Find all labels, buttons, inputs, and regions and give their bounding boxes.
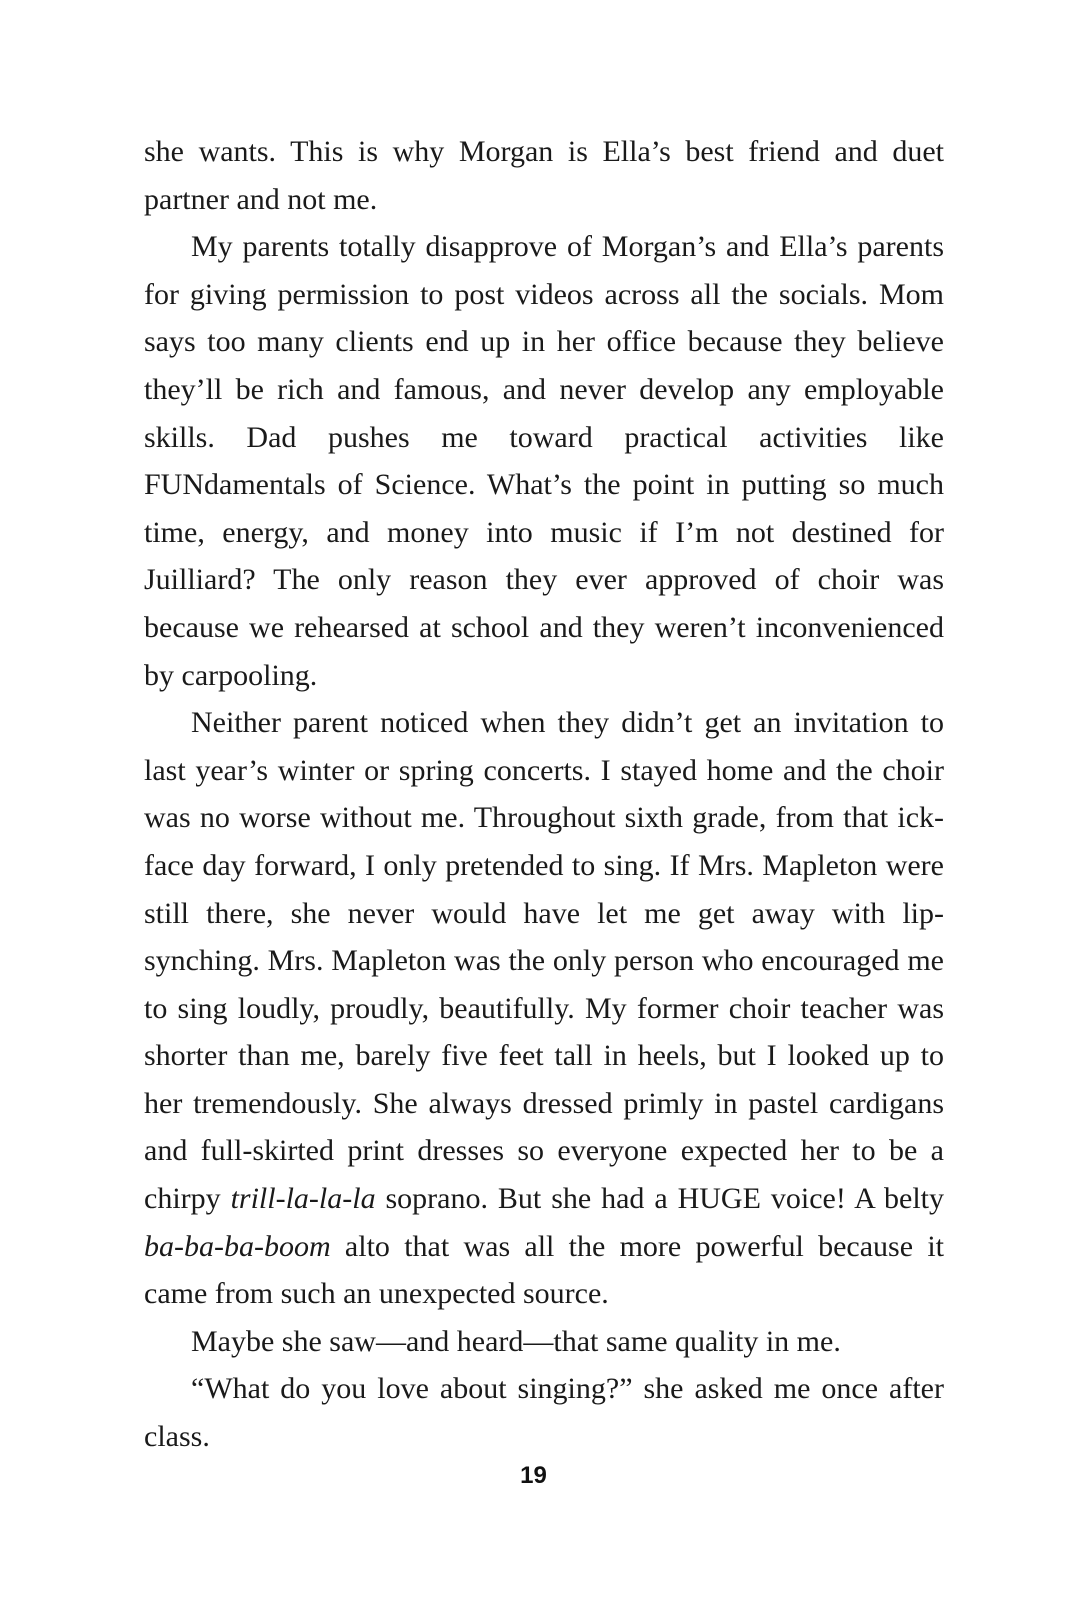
paragraph: [144, 1318, 944, 1366]
text-run: Maybe she saw—and heard—that same quality in me.: [191, 1324, 841, 1358]
text-run: My parents totally disapprove of Morgan’s and Ella’s parents for giving permission to post videos across all the socials. Mom says too many clients end up in her office because they believe they’ll be rich and famous, and never develop any employable skills. Dad pushes me toward practical activities like FUNdamentals of Science. What’s the point in putting so much time, energy, and money into music if I’m not destined for Juilliard? The only reason they ever approved of choir was because we rehearsed at school and they weren’t inconvenienced by carpooling.: [144, 230, 944, 692]
text-run: “What do you love about singing?” she asked me once after class.: [144, 1372, 944, 1454]
page-number: 19: [520, 1462, 547, 1489]
text-run: soprano. But she had a HUGE voice! A belty: [375, 1182, 945, 1216]
italic-text: ba-ba-ba-boom: [144, 1229, 331, 1263]
paragraph: [144, 223, 944, 699]
paragraph: [144, 699, 944, 1318]
text-run: alto that was all the more powerful because it came from such an unexpected source.: [144, 1229, 944, 1311]
text-run: she wants. This is why Morgan is Ella’s best friend and duet partner and not me.: [144, 135, 944, 216]
paragraph: [144, 1365, 944, 1460]
italic-text: trill-la-la-la: [230, 1182, 376, 1216]
paragraph: [144, 128, 944, 223]
text-run: Neither parent noticed when they didn’t get an invitation to last year’s winter or spring concerts. I stayed home and the choir was no worse without me. Throughout sixth grade, from that ick-face day forward, I only pretended to sing. If Mrs. Mapleton were still there, she never would have let me get away with lip-synching. Mrs. Mapleton was the only person who encouraged me to sing loudly, proudly, beautifully. My former choir teacher was shorter than me, barely five feet tall in heels, but I looked up to her tremendously. She always dressed primly in pastel cardigans and full-skirted print dresses so everyone expected her to be a chirpy: [144, 706, 944, 1216]
body-text: [144, 128, 944, 1461]
